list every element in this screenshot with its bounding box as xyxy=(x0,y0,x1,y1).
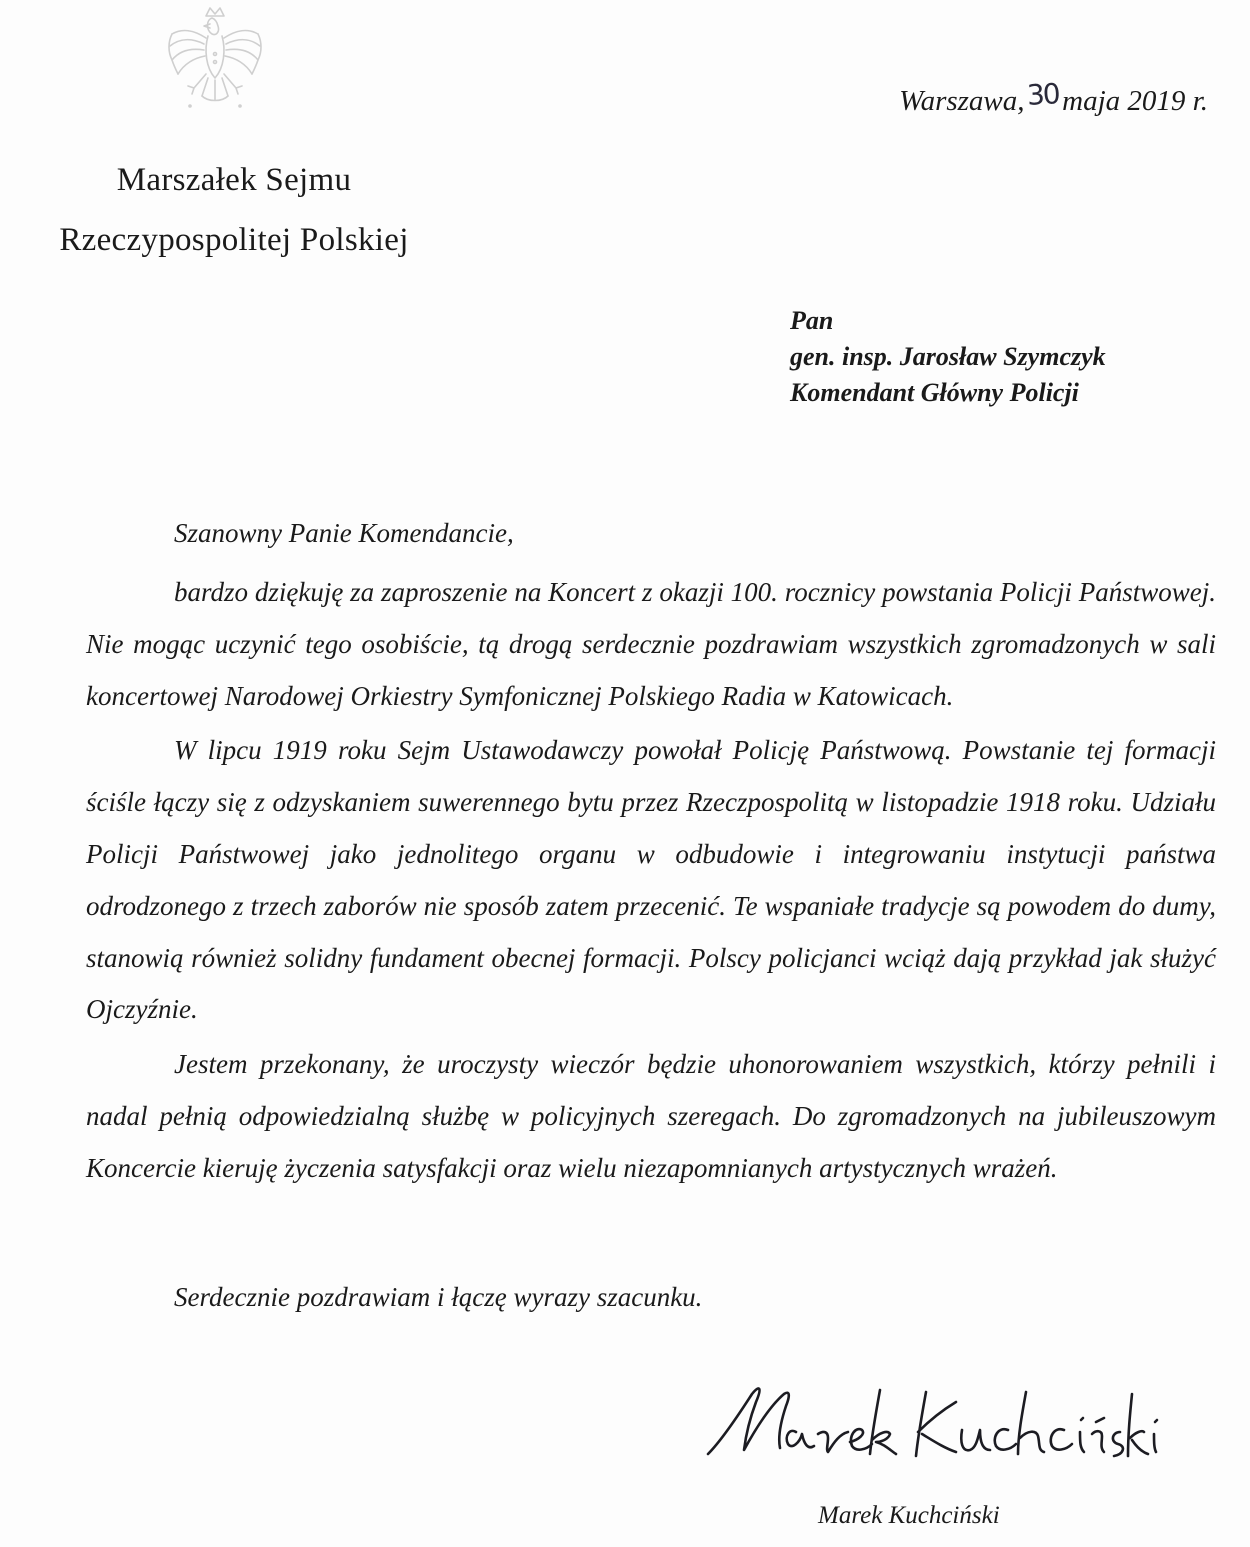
body-paragraph: W lipcu 1919 roku Sejm Ustawodawczy powołał Policję Państwową. Powstanie tej formacji ściśle łączy się z odzyskaniem suwerennego bytu przez Rzeczpospolitą w listopadzie 1918 roku. Udziału Policji Państwowej jako jednolitego organu w odbudowie i integrowaniu instytucji państwa odrodzonego z trzech zaborów nie sposób zatem przecenić. Te wspaniałe tradycje są powodem do dumy, stanowią również solidny fundament obecnej formacji. Polscy policjanci wciąż dają przykład jak służyć Ojczyźnie. xyxy=(86,735,1216,1025)
sender-title-line2: Rzeczypospolitej Polskiej xyxy=(59,222,409,258)
body-paragraph: Jestem przekonany, że uroczysty wieczór będzie uhonorowaniem wszystkich, którzy pełnili i nadal pełnią odpowiedzialną służbę w policyjnych szeregach. Do zgromadzonych na jubileuszowym Koncercie kieruję życzenia satysfakcji oraz wielu niezapomnianych artystycznych wrażeń. xyxy=(86,1049,1216,1183)
handwritten-day: 30 xyxy=(1025,77,1060,112)
letter-body xyxy=(86,567,1216,1198)
place-date xyxy=(899,77,1208,118)
signer-name: Marek Kuchciński xyxy=(818,1502,1000,1529)
handwritten-signature xyxy=(700,1372,1160,1482)
closing-line: Serdecznie pozdrawiam i łączę wyrazy szacunku. xyxy=(174,1282,703,1312)
salutation: Szanowny Panie Komendancie, xyxy=(174,518,514,548)
addressee-block xyxy=(790,303,1106,411)
place-text: Warszawa, xyxy=(899,85,1025,117)
addressee-line3: Komendant Główny Policji xyxy=(790,378,1079,407)
body-paragraph: bardzo dziękuję za zaproszenie na Koncert z okazji 100. rocznicy powstania Policji Państwowej. Nie mogąc uczynić tego osobiście, tą drogą serdecznie pozdrawiam wszystkich zgromadzonych w sali koncertowej Narodowej Orkiestry Symfonicznej Polskiego Radia w Katowicach. xyxy=(86,577,1216,711)
addressee-line2: gen. insp. Jarosław Szymczyk xyxy=(790,342,1106,371)
month-year-text: maja 2019 r. xyxy=(1062,85,1208,117)
addressee-line1: Pan xyxy=(790,306,834,335)
sender-title-line1: Marszałek Sejmu xyxy=(116,162,352,198)
embossed-eagle-emblem-icon xyxy=(160,4,270,116)
sender-letterhead xyxy=(34,150,434,270)
